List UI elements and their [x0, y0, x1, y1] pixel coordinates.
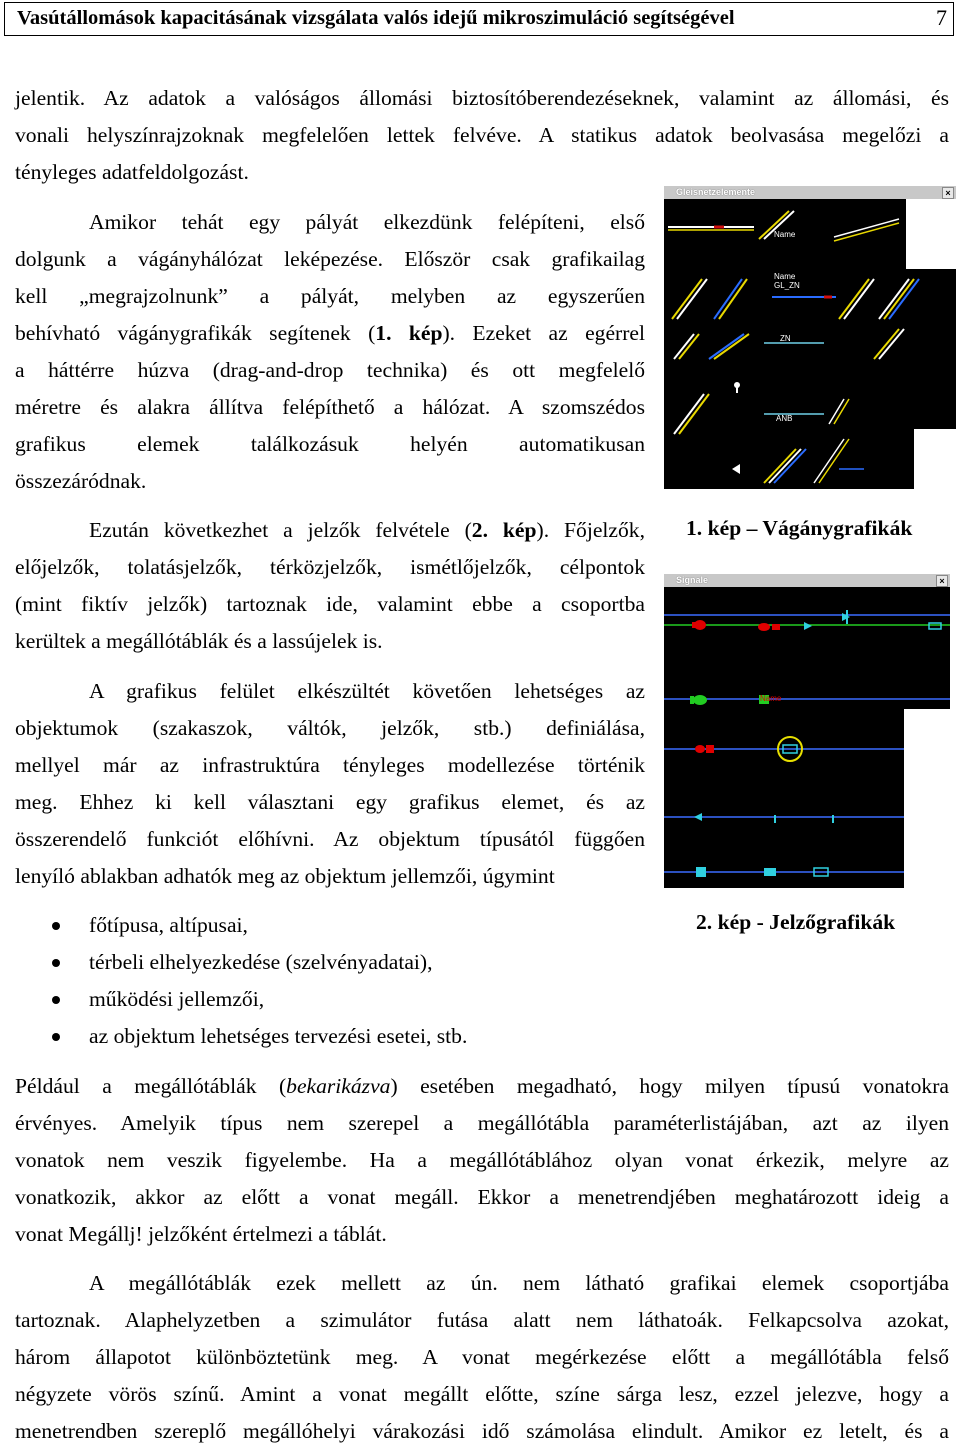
slow-sign-icon	[696, 867, 706, 877]
text-line: vonatok nem veszik figyelembe. Ha a megállótáblához olyan vonat érkezik, melyre az	[15, 1148, 949, 1172]
switch-segment	[874, 329, 899, 359]
track-segment	[834, 219, 899, 237]
shunt-signal-icon	[772, 624, 780, 630]
text-segment: behívható vágánygrafikák segítenek (	[15, 321, 376, 345]
text-line	[15, 315, 645, 352]
figure-track-graphics	[664, 186, 956, 489]
shunt-signal-icon	[758, 623, 770, 631]
text-line: lenyíló ablakban adhatók meg az objektum jellemzői, úgymint	[15, 864, 555, 888]
slow-sign-icon	[764, 868, 776, 876]
switch-segment	[679, 394, 709, 434]
shunt-signal-icon	[706, 745, 714, 753]
text-line: a háttérre húzva (drag-and-drop technika) és ott megfelelő	[15, 358, 645, 382]
text-line: vonatkozik, akkor az előtt a vonat megáll. Ekkor a menetrendjében meghatározott ideig a	[15, 1185, 949, 1209]
label-gl-zn: GL_ZN	[774, 281, 800, 290]
main-signal-icon	[693, 695, 707, 705]
window-titlebar	[664, 574, 950, 587]
text-line: tényleges adatfeldolgozást.	[15, 160, 249, 184]
text-line: vonali helyszínrajzoknak megfelelően lettek felvéve. A statikus adatok beolvasása megelőzi a	[15, 123, 949, 147]
signal-row-2	[664, 694, 950, 705]
text-line: meg. Ehhez ki kell választani egy grafikus elemet, és az	[15, 790, 645, 814]
text-line: Amikor tehát egy pályát elkezdünk felépíteni, első	[89, 210, 645, 234]
block-signal-icon	[929, 623, 941, 629]
text-segment: ). Főjelzők,	[536, 518, 645, 542]
text-line: (mint fiktív jelzők) tartoznak ide, valamint ebbe a csoportba	[15, 592, 645, 616]
paragraph-track-graphics	[15, 204, 645, 500]
text-line	[15, 512, 645, 549]
canvas-gap	[906, 199, 956, 269]
text-line: dolgunk a vágányhálózat leképezése. Először csak grafikailag	[15, 247, 645, 271]
track-row-4	[674, 382, 849, 434]
text-line: menetrendben szereplő megállóhelyi várakozási idő számolása elindult. Amikor ez letelt, és a	[15, 1419, 949, 1443]
label-name: Name	[760, 694, 782, 703]
label-name: Name	[774, 230, 796, 239]
canvas-gap	[914, 429, 956, 489]
list-item: főtípusa, altípusai,	[15, 907, 655, 944]
text-line: kell „megrajzolnunk” a pályát, melyben az egyszerűen	[15, 284, 645, 308]
switch-segment	[769, 449, 801, 483]
switch-segment	[844, 279, 874, 319]
switch-segment	[819, 439, 849, 483]
track-row-3	[674, 329, 904, 359]
label-zn: ZN	[780, 334, 791, 343]
page-number: 7	[936, 5, 947, 30]
text-line: méretre és alakra állítva felépíthető a hálózat. A szomszédos	[15, 395, 645, 419]
figure-reference: 1. kép	[375, 321, 443, 345]
text-segment: Például a megállótáblák (	[15, 1074, 287, 1098]
text-line: A megállótáblák ezek mellett az ún. nem látható grafikai elemek csoportjába	[89, 1271, 949, 1295]
list-item: térbeli elhelyezkedése (szelvényadatai),	[15, 944, 655, 981]
figure-2-caption: 2. kép - Jelzőgrafikák	[696, 910, 896, 934]
running-title: Vasútállomások kapacitásának vizsgálata valós idejű mikroszimuláció segítségével	[17, 7, 735, 29]
switch-segment	[714, 279, 742, 319]
text-line: kerültek a megállótáblák és a lassújelek is.	[15, 629, 383, 653]
switch-segment	[709, 334, 744, 359]
window-titlebar	[664, 186, 956, 199]
switch-segment	[674, 394, 704, 434]
bullet-list	[15, 907, 655, 1055]
text-line: három állapotot különböztetünk meg. A vonat megérkezése előtt a megállótábla felső	[15, 1345, 949, 1369]
text-line: objektumok (szakaszok, váltók, jelzők, stb.) definiálása,	[15, 716, 645, 740]
switch-segment	[839, 279, 869, 319]
signal-post	[736, 387, 738, 393]
intro-paragraph	[15, 80, 949, 191]
signal-row-5	[664, 867, 904, 877]
text-line: grafikus elemek találkozásuk helyén automatikusan	[15, 432, 645, 456]
track-graphics-canvas	[664, 199, 956, 489]
paragraph-objects	[15, 673, 645, 895]
figure-1-caption: 1. kép – Vágánygrafikák	[686, 516, 913, 540]
paragraph-signals	[15, 512, 645, 660]
page-header	[4, 2, 954, 36]
canvas-gap	[904, 709, 950, 888]
track-row-5	[732, 439, 864, 483]
signal-post	[774, 815, 776, 823]
switch-segment	[719, 279, 747, 319]
paragraph-invisible-elements	[15, 1265, 949, 1450]
window-title: Signale	[676, 575, 709, 585]
text-line: összezáródnak.	[15, 469, 147, 493]
switch-segment	[672, 279, 702, 319]
emphasis: bekarikázva	[286, 1074, 391, 1098]
signal-row-4	[664, 813, 904, 823]
text-line: vonat Megállj! jelzőként értelmezi a táblát.	[15, 1222, 387, 1246]
switch-segment	[714, 334, 749, 359]
close-icon[interactable]: ×	[936, 575, 948, 587]
list-item: működési jellemzői,	[15, 981, 655, 1018]
label-anb: ANB	[776, 414, 793, 423]
text-line: mellyel már az infrastruktúra tényleges modellezése történik	[15, 753, 645, 777]
text-segment: ) esetében megadható, hogy milyen típusú vonatokra	[390, 1074, 949, 1098]
signal-row-3	[664, 737, 904, 761]
switch-segment	[674, 334, 694, 359]
triangle-icon	[732, 464, 740, 474]
triangle-icon	[804, 622, 812, 630]
track-row-1	[668, 211, 899, 241]
switch-segment	[679, 334, 699, 359]
signal-row-1	[664, 610, 950, 631]
figure-signal-graphics	[664, 574, 950, 888]
main-signal-icon	[692, 622, 696, 628]
text-line	[15, 1068, 949, 1105]
text-line: A grafikus felület elkészültét követően lehetséges az	[89, 679, 645, 703]
switch-segment	[814, 439, 844, 483]
main-signal-icon	[690, 696, 694, 704]
text-line: négyzete vörös színű. Amint a vonat megállt előtte, színe sárga lesz, ezzel jelezve, hogy a	[15, 1382, 949, 1406]
paragraph-stop-boards	[15, 1068, 949, 1253]
switch-segment	[677, 279, 707, 319]
text-line: jelentik. Az adatok a valóságos állomási biztosítóberendezéseknek, valamint az állomási, és	[15, 86, 949, 110]
signal-post	[832, 815, 834, 823]
triangle-icon	[694, 813, 702, 821]
text-line: tartoznak. Alaphelyzetben a szimulátor futása alatt nem láthatoák. Felkapcsolva azokat,	[15, 1308, 949, 1332]
label-name: Name	[774, 272, 796, 281]
signal-post	[846, 610, 848, 624]
switch-segment	[879, 329, 904, 359]
signal-graphics-canvas	[664, 587, 950, 888]
text-line: érvényes. Amelyik típus nem szerepel a megállótábla paraméterlistájában, azt az ilyen	[15, 1111, 949, 1135]
text-line: összerendelő funkciót előhívni. Az objektum típusától függően	[15, 827, 645, 851]
text-line: előjelzők, tolatásjelzők, térközjelzők, ismétlőjelzők, célpontok	[15, 555, 645, 579]
text-segment: Ezután következhet a jelzők felvétele (	[89, 518, 472, 542]
list-item: az objektum lehetséges tervezési esetei, stb.	[15, 1018, 655, 1055]
figure-reference: 2. kép	[471, 518, 537, 542]
shunt-signal-icon	[695, 745, 705, 753]
window-title: Gleisnetzelemente	[676, 187, 756, 197]
text-segment: ). Ezeket az egérrel	[442, 321, 645, 345]
switch-segment	[884, 279, 914, 319]
track-row-2	[672, 272, 919, 319]
close-icon[interactable]: ×	[942, 187, 954, 199]
track-segment	[834, 223, 899, 241]
